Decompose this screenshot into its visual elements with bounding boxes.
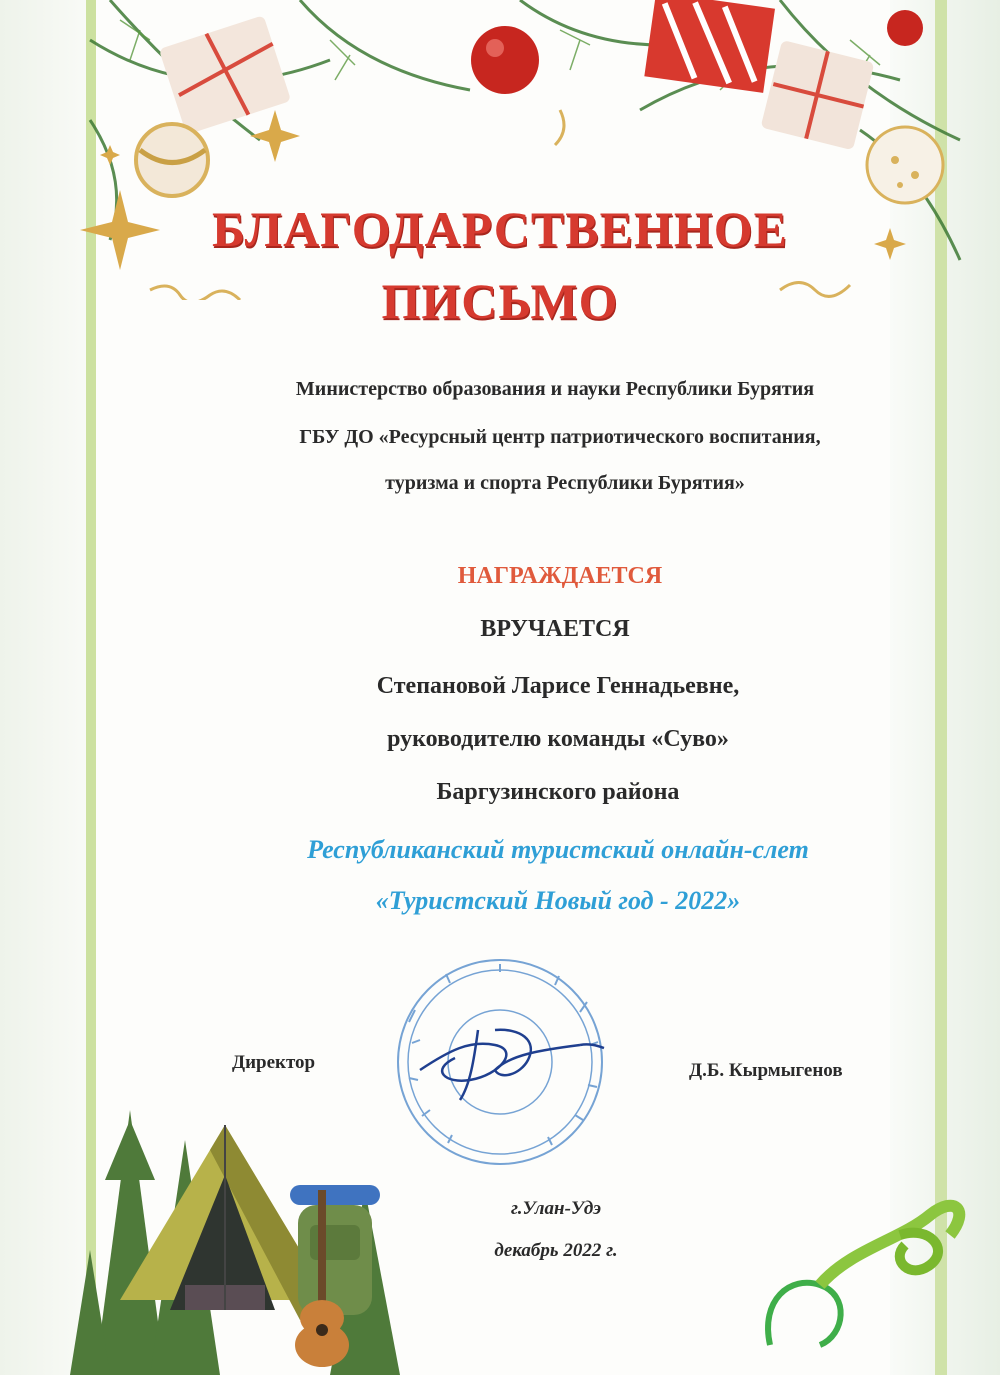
gift-box-right-icon (761, 40, 875, 150)
signature-position: Директор (232, 1052, 316, 1073)
event-name-line-1: Республиканский туристский онлайн-слет (307, 835, 809, 864)
organization-line-2: ГБУ ДО «Ресурсный центр патриотического воспитания, (299, 426, 821, 448)
official-seal-icon (398, 960, 602, 1164)
signatory-name: Д.Б. Кырмыгенов (689, 1060, 843, 1081)
organization-line-3: туризма и спорта Республики Бурятия» (385, 472, 745, 494)
small-red-ornament-icon (887, 10, 923, 46)
gift-box-red-icon (644, 0, 775, 93)
issue-date: декабрь 2022 г. (494, 1240, 618, 1261)
white-ornament-ball-icon (867, 127, 943, 203)
city: г.Улан-Удэ (511, 1198, 601, 1219)
tent-icon (120, 1125, 330, 1320)
recipient-name: Степановой Ларисе Геннадьевне, (376, 673, 740, 699)
certificate-title-line1: БЛАГОДАРСТВЕННОЕ (212, 201, 788, 257)
recipient-role: руководителю команды «Суво» (387, 726, 729, 752)
recipient-district: Баргузинского района (436, 779, 680, 805)
organization-line-1: Министерство образования и науки Республики Бурятия (295, 378, 815, 400)
certificate-title-line2: ПИСЬМО (381, 273, 619, 329)
handwritten-signature-icon (420, 1030, 604, 1100)
event-name-line-2: «Туристский Новый год - 2022» (375, 886, 741, 915)
awarded-label: НАГРАЖДАЕТСЯ (457, 563, 663, 589)
gift-box-left-icon (159, 15, 291, 135)
presented-label: ВРУЧАЕТСЯ (480, 616, 630, 642)
red-ornament-ball-icon (471, 26, 539, 94)
